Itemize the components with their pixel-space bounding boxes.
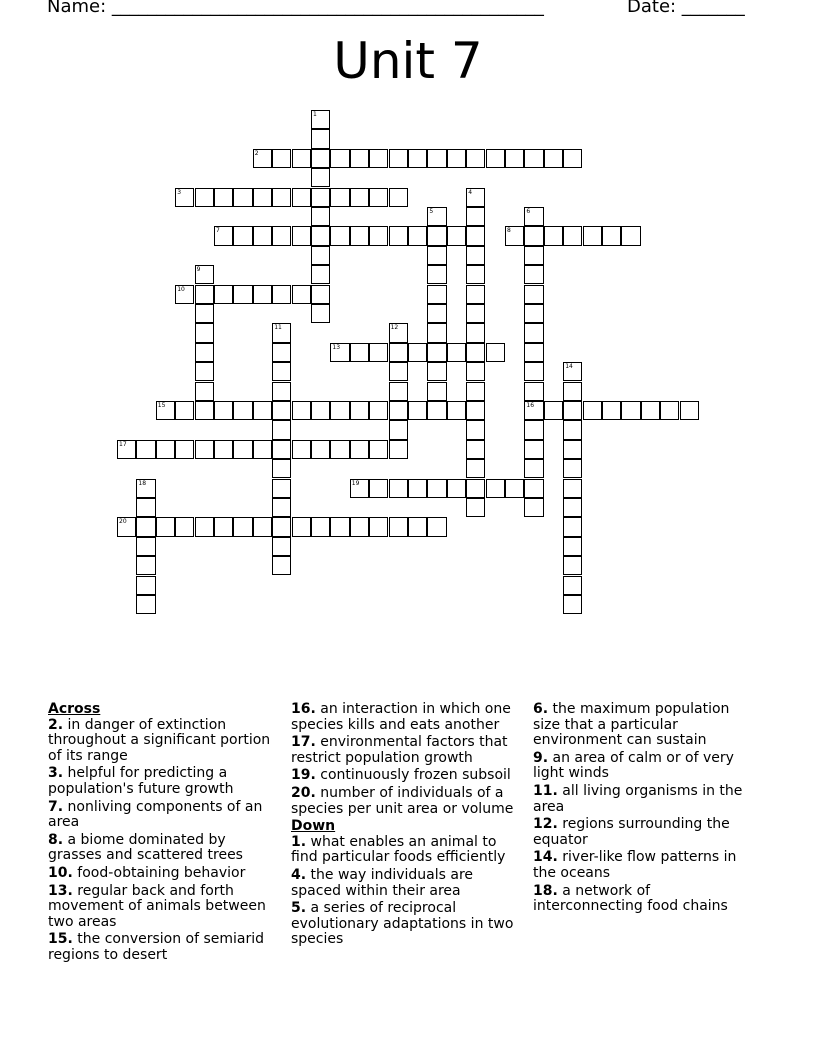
crossword-cell[interactable] bbox=[524, 382, 543, 401]
crossword-cell[interactable] bbox=[253, 188, 272, 207]
down-heading: Down bbox=[291, 818, 336, 835]
crossword-cell[interactable] bbox=[214, 440, 233, 459]
crossword-cell[interactable] bbox=[233, 285, 252, 304]
crossword-cell[interactable] bbox=[524, 226, 543, 245]
crossword-cell[interactable] bbox=[292, 149, 311, 168]
crossword-cell[interactable] bbox=[292, 285, 311, 304]
crossword-cell[interactable] bbox=[466, 362, 485, 381]
crossword-cell[interactable] bbox=[292, 188, 311, 207]
crossword-cell[interactable] bbox=[447, 149, 466, 168]
crossword-cell[interactable] bbox=[466, 149, 485, 168]
crossword-cell[interactable] bbox=[389, 362, 408, 381]
crossword-cell[interactable] bbox=[466, 382, 485, 401]
date-field: Date: _______ bbox=[627, 0, 745, 17]
crossword-cell[interactable] bbox=[427, 285, 446, 304]
crossword-cell[interactable] bbox=[563, 498, 582, 517]
clue-number-label: 12 bbox=[390, 324, 399, 332]
crossword-cell[interactable] bbox=[272, 556, 291, 575]
crossword-cell[interactable] bbox=[311, 285, 330, 304]
crossword-cell[interactable] bbox=[505, 479, 524, 498]
crossword-cell[interactable] bbox=[311, 401, 330, 420]
crossword-cell[interactable] bbox=[369, 343, 388, 362]
crossword-cell[interactable] bbox=[195, 285, 214, 304]
crossword-cell[interactable] bbox=[408, 401, 427, 420]
crossword-cell[interactable] bbox=[660, 401, 679, 420]
crossword-cell[interactable] bbox=[175, 440, 194, 459]
crossword-cell[interactable] bbox=[175, 401, 194, 420]
crossword-cell[interactable] bbox=[233, 226, 252, 245]
crossword-cell[interactable] bbox=[233, 517, 252, 536]
crossword-cell[interactable] bbox=[563, 420, 582, 439]
crossword-cell[interactable] bbox=[563, 382, 582, 401]
crossword-cell[interactable] bbox=[156, 440, 175, 459]
clue-across: 8. a biome dominated by grasses and scattered trees bbox=[48, 831, 243, 864]
clue-across: 2. in danger of extinction throughout a significant portion of its range bbox=[48, 716, 271, 764]
crossword-cell[interactable] bbox=[524, 265, 543, 284]
crossword-cell[interactable] bbox=[466, 246, 485, 265]
crossword-cell[interactable] bbox=[466, 265, 485, 284]
crossword-cell[interactable] bbox=[544, 149, 563, 168]
clue-across: 13. regular back and forth movement of animals between two areas bbox=[48, 882, 266, 930]
clue-number-label: 6 bbox=[526, 208, 531, 215]
clue-down: 6. the maximum population size that a particular environment can sustain bbox=[533, 701, 730, 749]
crossword-cell[interactable] bbox=[195, 382, 214, 401]
crossword-cell[interactable] bbox=[272, 149, 291, 168]
crossword-cell[interactable] bbox=[175, 285, 194, 304]
crossword-cell[interactable] bbox=[563, 556, 582, 575]
crossword-cell[interactable] bbox=[447, 479, 466, 498]
crossword-cell[interactable] bbox=[563, 595, 582, 614]
crossword-cell[interactable] bbox=[292, 226, 311, 245]
crossword-cell[interactable] bbox=[427, 149, 446, 168]
crossword-cell[interactable] bbox=[136, 517, 155, 536]
crossword-cell[interactable] bbox=[466, 401, 485, 420]
crossword-cell[interactable] bbox=[233, 440, 252, 459]
crossword-cell[interactable] bbox=[427, 343, 446, 362]
crossword-cell[interactable] bbox=[389, 188, 408, 207]
crossword-cell[interactable] bbox=[389, 226, 408, 245]
crossword-cell[interactable] bbox=[272, 188, 291, 207]
crossword-cell[interactable] bbox=[330, 226, 349, 245]
crossword-cell[interactable] bbox=[117, 517, 136, 536]
crossword-cell[interactable] bbox=[156, 517, 175, 536]
crossword-cell[interactable] bbox=[466, 226, 485, 245]
clue-number-label: 19 bbox=[351, 479, 360, 487]
clue-number-label: 9 bbox=[196, 266, 201, 274]
crossword-cell[interactable] bbox=[563, 362, 582, 381]
crossword-cell[interactable] bbox=[195, 440, 214, 459]
clue-number-label: 7 bbox=[216, 227, 220, 235]
crossword-cell[interactable] bbox=[253, 285, 272, 304]
crossword-cell[interactable] bbox=[214, 401, 233, 420]
crossword-cell[interactable] bbox=[272, 401, 291, 420]
crossword-cell[interactable] bbox=[447, 343, 466, 362]
crossword-cell[interactable] bbox=[486, 479, 505, 498]
crossword-cell[interactable] bbox=[427, 304, 446, 323]
clue-down: 18. a network of interconnecting food chains bbox=[533, 882, 728, 915]
crossword-cell[interactable] bbox=[311, 188, 330, 207]
crossword-cell[interactable] bbox=[466, 420, 485, 439]
crossword-cell[interactable] bbox=[524, 304, 543, 323]
crossword-cell[interactable] bbox=[544, 401, 563, 420]
crossword-cell[interactable] bbox=[466, 188, 485, 207]
crossword-cell[interactable] bbox=[292, 517, 311, 536]
crossword-cell[interactable] bbox=[272, 226, 291, 245]
clue-across: 3. helpful for predicting a population's future growth bbox=[48, 765, 234, 797]
crossword-cell[interactable] bbox=[136, 576, 155, 595]
crossword-cell[interactable] bbox=[486, 343, 505, 362]
crossword-cell[interactable] bbox=[524, 401, 543, 420]
crossword-cell[interactable] bbox=[350, 149, 369, 168]
crossword-cell[interactable] bbox=[466, 498, 485, 517]
crossword-cell[interactable] bbox=[330, 517, 349, 536]
clue-column-1 bbox=[48, 702, 276, 966]
crossword-cell[interactable] bbox=[466, 440, 485, 459]
crossword-cell[interactable] bbox=[272, 537, 291, 556]
crossword-cell[interactable] bbox=[369, 440, 388, 459]
clue-across: 7. nonliving components of an area bbox=[48, 798, 263, 831]
crossword-cell[interactable] bbox=[175, 188, 194, 207]
crossword-cell[interactable] bbox=[447, 401, 466, 420]
crossword-cell[interactable] bbox=[583, 401, 602, 420]
clue-number-label: 2 bbox=[254, 149, 259, 157]
crossword-cell[interactable] bbox=[214, 188, 233, 207]
crossword-cell[interactable] bbox=[524, 459, 543, 478]
crossword-cell[interactable] bbox=[389, 382, 408, 401]
crossword-cell[interactable] bbox=[292, 440, 311, 459]
crossword-cell[interactable] bbox=[117, 440, 136, 459]
crossword-cell[interactable] bbox=[272, 285, 291, 304]
crossword-cell[interactable] bbox=[311, 207, 330, 226]
clue-number-label: 15 bbox=[157, 402, 166, 409]
crossword-cell[interactable] bbox=[369, 149, 388, 168]
crossword-cell[interactable] bbox=[195, 362, 214, 381]
crossword-cell[interactable] bbox=[524, 479, 543, 498]
crossword-cell[interactable] bbox=[389, 323, 408, 342]
clue-number-label: 14 bbox=[565, 363, 573, 371]
crossword-cell[interactable] bbox=[330, 440, 349, 459]
crossword-cell[interactable] bbox=[466, 459, 485, 478]
crossword-cell[interactable] bbox=[175, 517, 194, 536]
crossword-cell[interactable] bbox=[466, 479, 485, 498]
clue-down: 14. river-like flow patterns in the oceans bbox=[533, 849, 737, 881]
crossword-cell[interactable] bbox=[272, 343, 291, 362]
clue-number-label: 20 bbox=[119, 518, 127, 526]
crossword-cell[interactable] bbox=[195, 304, 214, 323]
crossword-cell[interactable] bbox=[602, 226, 621, 245]
crossword-cell[interactable] bbox=[389, 440, 408, 459]
crossword-cell[interactable] bbox=[136, 479, 155, 498]
crossword-cell[interactable] bbox=[563, 459, 582, 478]
crossword-cell[interactable] bbox=[350, 517, 369, 536]
crossword-cell[interactable] bbox=[311, 265, 330, 284]
crossword-cell[interactable] bbox=[272, 362, 291, 381]
crossword-cell[interactable] bbox=[563, 576, 582, 595]
crossword-cell[interactable] bbox=[583, 226, 602, 245]
clue-number-label: 16 bbox=[526, 402, 535, 409]
clue-down: 11. all living organisms in the area bbox=[533, 782, 743, 815]
crossword-cell[interactable] bbox=[621, 401, 640, 420]
clue-number-label: 10 bbox=[177, 285, 185, 293]
crossword-cell[interactable] bbox=[466, 285, 485, 304]
page-title: Unit 7 bbox=[333, 32, 483, 90]
crossword-cell[interactable] bbox=[389, 149, 408, 168]
crossword-cell[interactable] bbox=[524, 246, 543, 265]
crossword-cell[interactable] bbox=[233, 401, 252, 420]
clue-number-label: 13 bbox=[332, 343, 341, 351]
clue-column-2 bbox=[291, 702, 519, 950]
crossword-cell[interactable] bbox=[195, 517, 214, 536]
crossword-cell[interactable] bbox=[272, 517, 291, 536]
crossword-cell[interactable] bbox=[389, 517, 408, 536]
crossword-cell[interactable] bbox=[389, 479, 408, 498]
crossword-cell[interactable] bbox=[389, 401, 408, 420]
crossword-cell[interactable] bbox=[466, 323, 485, 342]
crossword-cell[interactable] bbox=[408, 517, 427, 536]
clue-number-label: 18 bbox=[138, 479, 147, 487]
crossword-cell[interactable] bbox=[311, 304, 330, 323]
crossword-cell[interactable] bbox=[195, 323, 214, 342]
crossword-cell[interactable] bbox=[272, 323, 291, 342]
crossword-cell[interactable] bbox=[563, 479, 582, 498]
crossword-cell[interactable] bbox=[408, 343, 427, 362]
clue-across: 10. food-obtaining behavior bbox=[48, 864, 246, 881]
crossword-cell[interactable] bbox=[350, 188, 369, 207]
crossword-cell[interactable] bbox=[195, 343, 214, 362]
crossword-cell[interactable] bbox=[524, 285, 543, 304]
crossword-cell[interactable] bbox=[427, 362, 446, 381]
crossword-cell[interactable] bbox=[544, 226, 563, 245]
crossword-cell[interactable] bbox=[195, 265, 214, 284]
crossword-cell[interactable] bbox=[389, 420, 408, 439]
clue-down: 9. an area of calm or of very light winds bbox=[533, 749, 734, 782]
clue-number-label: 11 bbox=[274, 324, 282, 332]
crossword-cell[interactable] bbox=[447, 226, 466, 245]
crossword-cell[interactable] bbox=[136, 537, 155, 556]
crossword-cell[interactable] bbox=[330, 343, 349, 362]
crossword-cell[interactable] bbox=[311, 110, 330, 129]
clue-down: 12. regions surrounding the equator bbox=[533, 816, 730, 848]
crossword-cell[interactable] bbox=[427, 382, 446, 401]
crossword-cell[interactable] bbox=[350, 226, 369, 245]
crossword-cell[interactable] bbox=[272, 479, 291, 498]
crossword-cell[interactable] bbox=[466, 207, 485, 226]
crossword-cell[interactable] bbox=[350, 343, 369, 362]
crossword-cell[interactable] bbox=[524, 343, 543, 362]
clue-number-label: 4 bbox=[468, 188, 473, 196]
crossword-cell[interactable] bbox=[524, 207, 543, 226]
crossword-cell[interactable] bbox=[214, 226, 233, 245]
clue-down: 4. the way individuals are spaced within their area bbox=[291, 866, 474, 899]
crossword-cell[interactable] bbox=[253, 401, 272, 420]
clue-number-label: 17 bbox=[119, 440, 127, 448]
crossword-cell[interactable] bbox=[524, 420, 543, 439]
clue-down: 1. what enables an animal to find particular foods efficiently bbox=[291, 833, 506, 866]
crossword-cell[interactable] bbox=[272, 382, 291, 401]
crossword-cell[interactable] bbox=[136, 556, 155, 575]
crossword-cell[interactable] bbox=[233, 188, 252, 207]
crossword-cell[interactable] bbox=[524, 323, 543, 342]
clue-number-label: 1 bbox=[313, 111, 317, 118]
clue-across: 20. number of individuals of a species per unit area or volume bbox=[291, 784, 514, 817]
crossword-cell[interactable] bbox=[427, 246, 446, 265]
crossword-cell[interactable] bbox=[427, 323, 446, 342]
crossword-cell[interactable] bbox=[369, 479, 388, 498]
crossword-cell[interactable] bbox=[330, 401, 349, 420]
crossword-cell[interactable] bbox=[350, 401, 369, 420]
crossword-cell[interactable] bbox=[602, 401, 621, 420]
crossword-cell[interactable] bbox=[156, 401, 175, 420]
crossword-cell[interactable] bbox=[272, 420, 291, 439]
crossword-cell[interactable] bbox=[680, 401, 699, 420]
crossword-cell[interactable] bbox=[330, 149, 349, 168]
crossword-cell[interactable] bbox=[427, 265, 446, 284]
crossword-cell[interactable] bbox=[563, 401, 582, 420]
crossword-cell[interactable] bbox=[524, 440, 543, 459]
clue-across: 17. environmental factors that restrict population growth bbox=[291, 734, 508, 766]
crossword-cell[interactable] bbox=[408, 479, 427, 498]
crossword-cell[interactable] bbox=[486, 149, 505, 168]
crossword-cell[interactable] bbox=[195, 188, 214, 207]
crossword-cell[interactable] bbox=[641, 401, 660, 420]
crossword-cell[interactable] bbox=[524, 498, 543, 517]
crossword-cell[interactable] bbox=[427, 479, 446, 498]
clue-across: 15. the conversion of semiarid regions to desert bbox=[48, 931, 265, 963]
crossword-cell[interactable] bbox=[369, 517, 388, 536]
crossword-cell[interactable] bbox=[389, 343, 408, 362]
crossword-cell[interactable] bbox=[195, 401, 214, 420]
crossword-cell[interactable] bbox=[311, 517, 330, 536]
crossword-cell[interactable] bbox=[272, 440, 291, 459]
crossword-cell[interactable] bbox=[214, 285, 233, 304]
crossword-cell[interactable] bbox=[524, 362, 543, 381]
crossword-cell[interactable] bbox=[311, 226, 330, 245]
crossword-cell[interactable] bbox=[292, 401, 311, 420]
crossword-cell[interactable] bbox=[563, 226, 582, 245]
crossword-cell[interactable] bbox=[253, 440, 272, 459]
crossword-cell[interactable] bbox=[466, 343, 485, 362]
crossword-cell[interactable] bbox=[350, 440, 369, 459]
crossword-cell[interactable] bbox=[350, 479, 369, 498]
crossword-cell[interactable] bbox=[427, 401, 446, 420]
clue-down: 5. a series of reciprocal evolutionary adaptations in two species bbox=[291, 900, 514, 948]
crossword-cell[interactable] bbox=[311, 440, 330, 459]
crossword-cell[interactable] bbox=[563, 517, 582, 536]
crossword-cell[interactable] bbox=[214, 517, 233, 536]
crossword-cell[interactable] bbox=[136, 595, 155, 614]
crossword-cell[interactable] bbox=[369, 401, 388, 420]
clue-number-label: 5 bbox=[429, 208, 434, 215]
clue-across: 19. continuously frozen subsoil bbox=[291, 767, 511, 784]
crossword-cell[interactable] bbox=[524, 149, 543, 168]
crossword-cell[interactable] bbox=[311, 246, 330, 265]
across-heading: Across bbox=[48, 701, 101, 717]
crossword-cell[interactable] bbox=[136, 440, 155, 459]
crossword-cell[interactable] bbox=[408, 149, 427, 168]
clue-number-label: 3 bbox=[177, 188, 182, 196]
clue-column-3 bbox=[533, 702, 761, 917]
crossword-cell[interactable] bbox=[427, 517, 446, 536]
crossword-cell[interactable] bbox=[253, 226, 272, 245]
crossword-cell[interactable] bbox=[505, 149, 524, 168]
crossword-cell[interactable] bbox=[563, 440, 582, 459]
crossword-cell[interactable] bbox=[311, 168, 330, 187]
crossword-cell[interactable] bbox=[369, 188, 388, 207]
crossword-cell[interactable] bbox=[621, 226, 640, 245]
crossword-cell[interactable] bbox=[330, 188, 349, 207]
crossword-cell[interactable] bbox=[563, 537, 582, 556]
crossword-cell[interactable] bbox=[311, 129, 330, 148]
crossword-cell[interactable] bbox=[253, 149, 272, 168]
crossword-cell[interactable] bbox=[272, 459, 291, 478]
crossword-cell[interactable] bbox=[505, 226, 524, 245]
crossword-cell[interactable] bbox=[466, 304, 485, 323]
crossword-cell[interactable] bbox=[311, 149, 330, 168]
crossword-cell[interactable] bbox=[369, 226, 388, 245]
crossword-cell[interactable] bbox=[563, 149, 582, 168]
crossword-cell[interactable] bbox=[427, 207, 446, 226]
crossword-cell[interactable] bbox=[253, 517, 272, 536]
clue-across: 16. an interaction in which one species kills and eats another bbox=[291, 701, 511, 733]
crossword-cell[interactable] bbox=[408, 226, 427, 245]
crossword-cell[interactable] bbox=[427, 226, 446, 245]
clue-number-label: 8 bbox=[507, 227, 511, 235]
crossword-cell[interactable] bbox=[272, 498, 291, 517]
crossword-cell[interactable] bbox=[136, 498, 155, 517]
name-field: Name: ________________________________________________ bbox=[47, 0, 544, 17]
